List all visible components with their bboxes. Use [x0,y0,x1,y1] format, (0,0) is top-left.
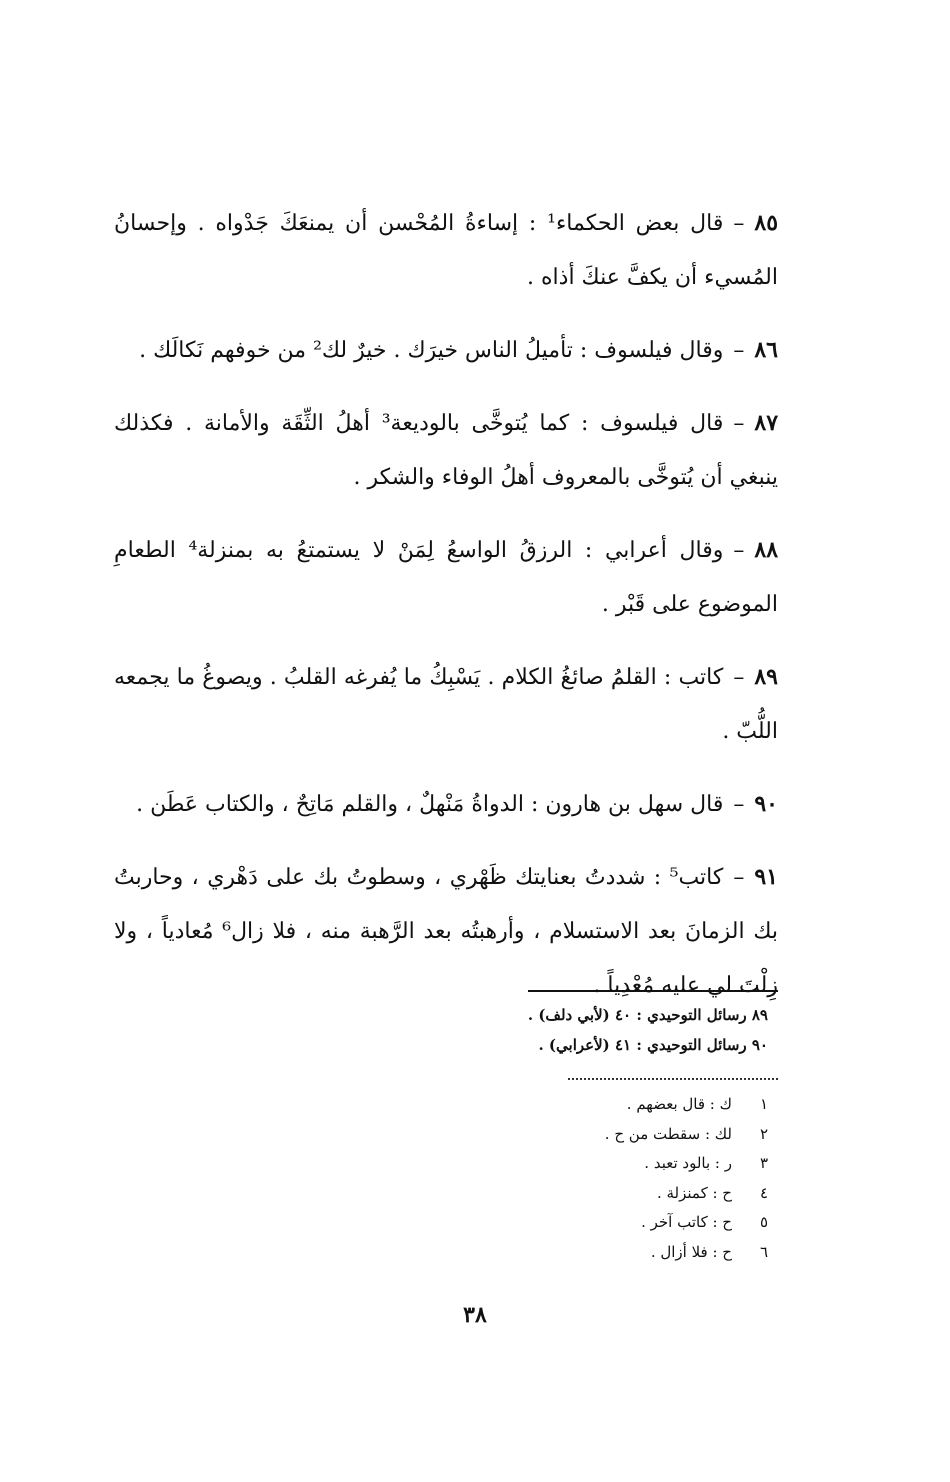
entry-85 [114,196,778,305]
source-reference: ٨٩ رسائل التوحيدي : ٤٠ (لأبي دلف) . [527,1006,768,1024]
entry-number: ٨٨ [754,537,779,563]
footnote-number: ١ [759,1095,768,1113]
footnote-text: ك : قال بعضهم . [626,1095,732,1113]
footnote [368,1090,768,1120]
entry-number: ٨٩ [754,664,778,690]
entry-text: قال فيلسوف : كما يُتوخَّى بالوديعة³ أهلُ الثِّقَة والأمانة . فكذلك ينبغي أن يُتوخَّى بالمعروف أهلُ الوفاء والشكر . [114,411,778,490]
entry-89 [114,650,778,759]
footnote-text: ح : كمنزلة . [656,1183,732,1202]
entry-number: ٨٦ [754,337,778,363]
entry-dash: – [733,211,745,236]
footnote [368,1179,768,1209]
entry-88 [114,523,778,632]
entry-dash: – [733,538,745,563]
entry-number: ٩١ [754,864,778,890]
entry-dash: – [733,792,745,817]
footnote-divider [528,990,778,992]
entry-text: وقال فيلسوف : تأميلُ الناس خيرَك . خيرٌ لك² من خوفهم نَكالَك . [139,338,724,363]
entry-text: قال بعض الحكماء¹ : إساءةُ المُحْسن أن يمنعَكَ جَدْواه . وإحسانُ المُسيء أن يكفَّ عنكَ أذاه . [114,211,778,290]
footnote-text: لك : سقطت من ح . [604,1124,732,1143]
entry-91 [114,850,778,1013]
entry-text: كاتب : القلمُ صائغُ الكلام . يَسْبِكُ ما يُفرغه القلبُ . ويصوغُ ما يجمعه اللُّبّ . [114,665,778,744]
footnote [368,1120,768,1150]
footnote-text: ح : كاتب آخر . [641,1213,732,1231]
entries [114,196,778,1031]
entry-text: وقال أعرابي : الرزقُ الواسعُ لِمَنْ لا يستمتعُ به بمنزلة⁴ الطعامِ الموضوع على قَبْر . [114,538,778,617]
footnote-text: ح : فلا أزال . [650,1242,732,1261]
footnote [368,1149,768,1179]
entry-dash: – [733,865,745,890]
entry-90 [114,777,778,832]
footnote-number: ٦ [759,1242,768,1261]
footnote-number: ٢ [759,1124,768,1143]
entry-86 [114,323,778,378]
footnote [368,1238,768,1268]
entry-dash: – [733,665,745,690]
entry-dash: – [733,338,745,363]
entry-number: ٩٠ [754,791,778,817]
footnotes [368,1090,768,1267]
page-number: ٣٨ [463,1302,487,1328]
footnote-text: ر : بالود تعبد . [644,1154,732,1172]
entry-87 [114,396,778,505]
entry-number: ٨٥ [754,210,779,236]
entry-number: ٨٧ [754,410,779,436]
entry-dash: – [733,411,745,436]
footnote-number: ٣ [759,1154,768,1172]
entry-text: قال سهل بن هارون : الدواةُ مَنْهلٌ ، والقلم مَاتِحٌ ، والكتاب عَطَن . [136,792,724,817]
footnote-number: ٥ [759,1213,768,1231]
notes-divider [568,1078,778,1080]
footnote-number: ٤ [759,1183,768,1202]
footnote [368,1208,768,1238]
source-references [368,1000,768,1060]
source-reference: ٩٠ رسائل التوحيدي : ٤١ (لأعرابي) . [538,1036,768,1054]
entry-text: كاتب⁵ : شددتُ بعنايتك ظَهْري ، وسطوتُ بك على دَهْري ، وحاربتُ بك الزمانَ بعد الاستسلام ، وأرهبتُه بعد الرَّهبة منه ، فلا زال⁶ مُعادياً ، ولا زِلْتَ لي عليه مُعْدِياً . [114,865,778,998]
